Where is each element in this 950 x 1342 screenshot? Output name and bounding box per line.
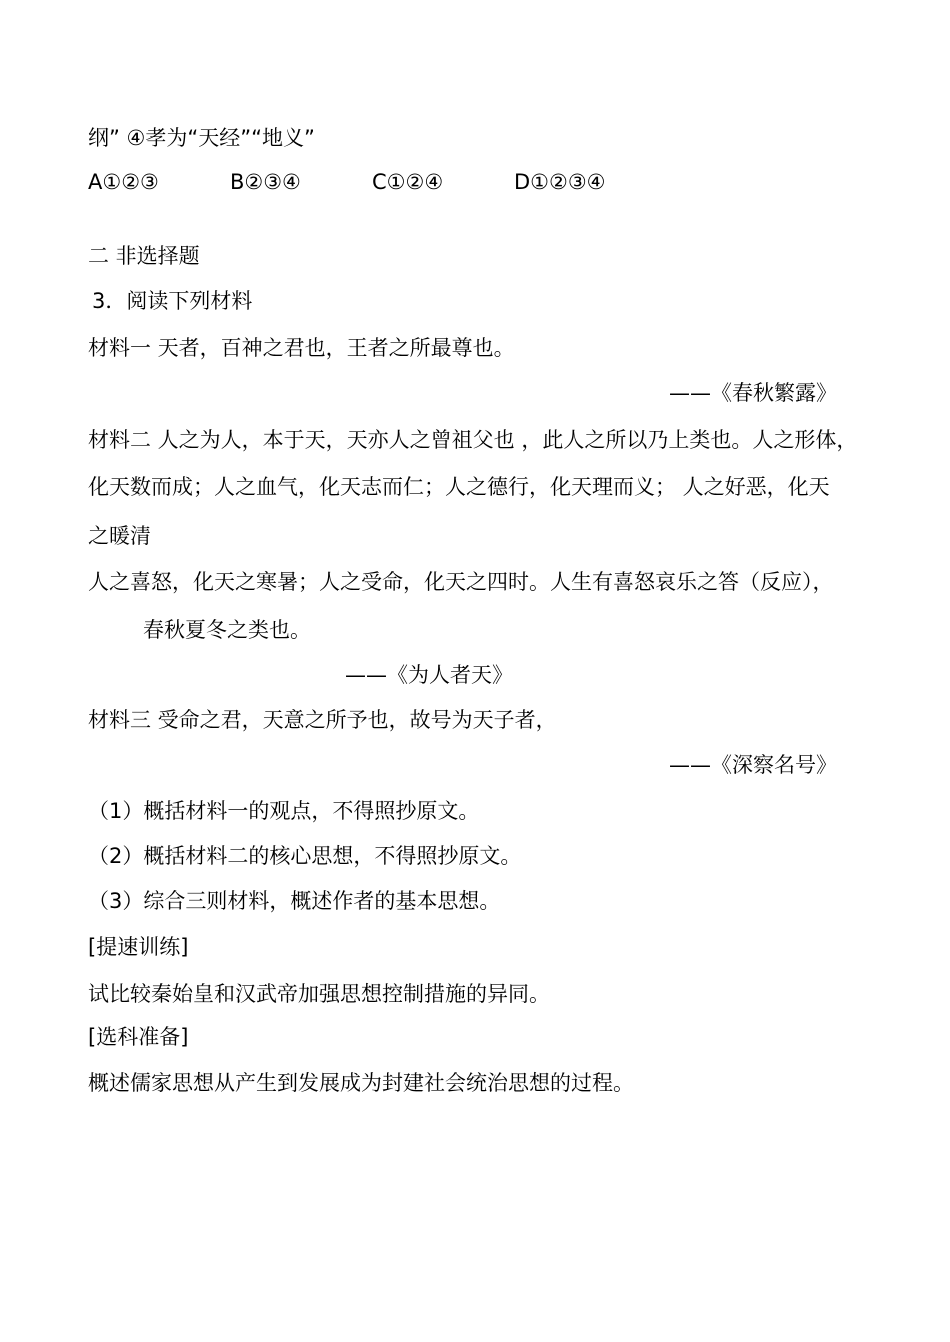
option-d: D①②③④ <box>514 170 606 194</box>
material-2-line-1: 材料二 人之为人，本于天，天亦人之曾祖父也 ，此人之所以乃上类也。人之形体， <box>88 428 858 452</box>
question-3-1: （1）概括材料一的观点，不得照抄原文。 <box>88 799 480 823</box>
material-3-source: ——《深察名号》 <box>669 753 837 777</box>
option-c: C①②④ <box>372 170 444 194</box>
speed-training-text: 试比较秦始皇和汉武帝加强思想控制措施的异同。 <box>88 982 550 1006</box>
speed-training-heading: [提速训练] <box>88 935 189 959</box>
subject-prep-text: 概述儒家思想从产生到发展成为封建社会统治思想的过程。 <box>88 1071 634 1095</box>
material-2-line-2: 化天数而成；人之血气，化天志而仁；人之德行，化天理而义； 人之好恶，化天 <box>88 475 830 499</box>
question-3-3: （3）综合三则材料，概述作者的基本思想。 <box>88 889 501 913</box>
option-a: A①②③ <box>88 170 159 194</box>
material-1-source: ——《春秋繁露》 <box>669 381 837 405</box>
question-3-2: （2）概括材料二的核心思想，不得照抄原文。 <box>88 844 522 868</box>
q2-tail-line: 纲” ④孝为“天经”“地义” <box>88 126 315 150</box>
material-2-line-4: 人之喜怒，化天之寒暑；人之受命，化天之四时。人生有喜怒哀乐之答（反应）， <box>88 570 834 594</box>
material-1-text: 材料一 天者，百神之君也，王者之所最尊也。 <box>88 336 515 360</box>
question-3-title: 3．阅读下列材料 <box>92 289 253 313</box>
material-2-source: ——《为人者天》 <box>345 663 513 687</box>
material-2-line-5: 春秋夏冬之类也。 <box>143 618 311 642</box>
option-b: B②③④ <box>230 170 301 194</box>
material-3-text: 材料三 受命之君，天意之所予也，故号为天子者， <box>88 708 557 732</box>
section-heading: 二 非选择题 <box>88 244 200 268</box>
material-2-line-3: 之暖清 <box>88 524 151 548</box>
subject-prep-heading: [选科准备] <box>88 1025 189 1049</box>
